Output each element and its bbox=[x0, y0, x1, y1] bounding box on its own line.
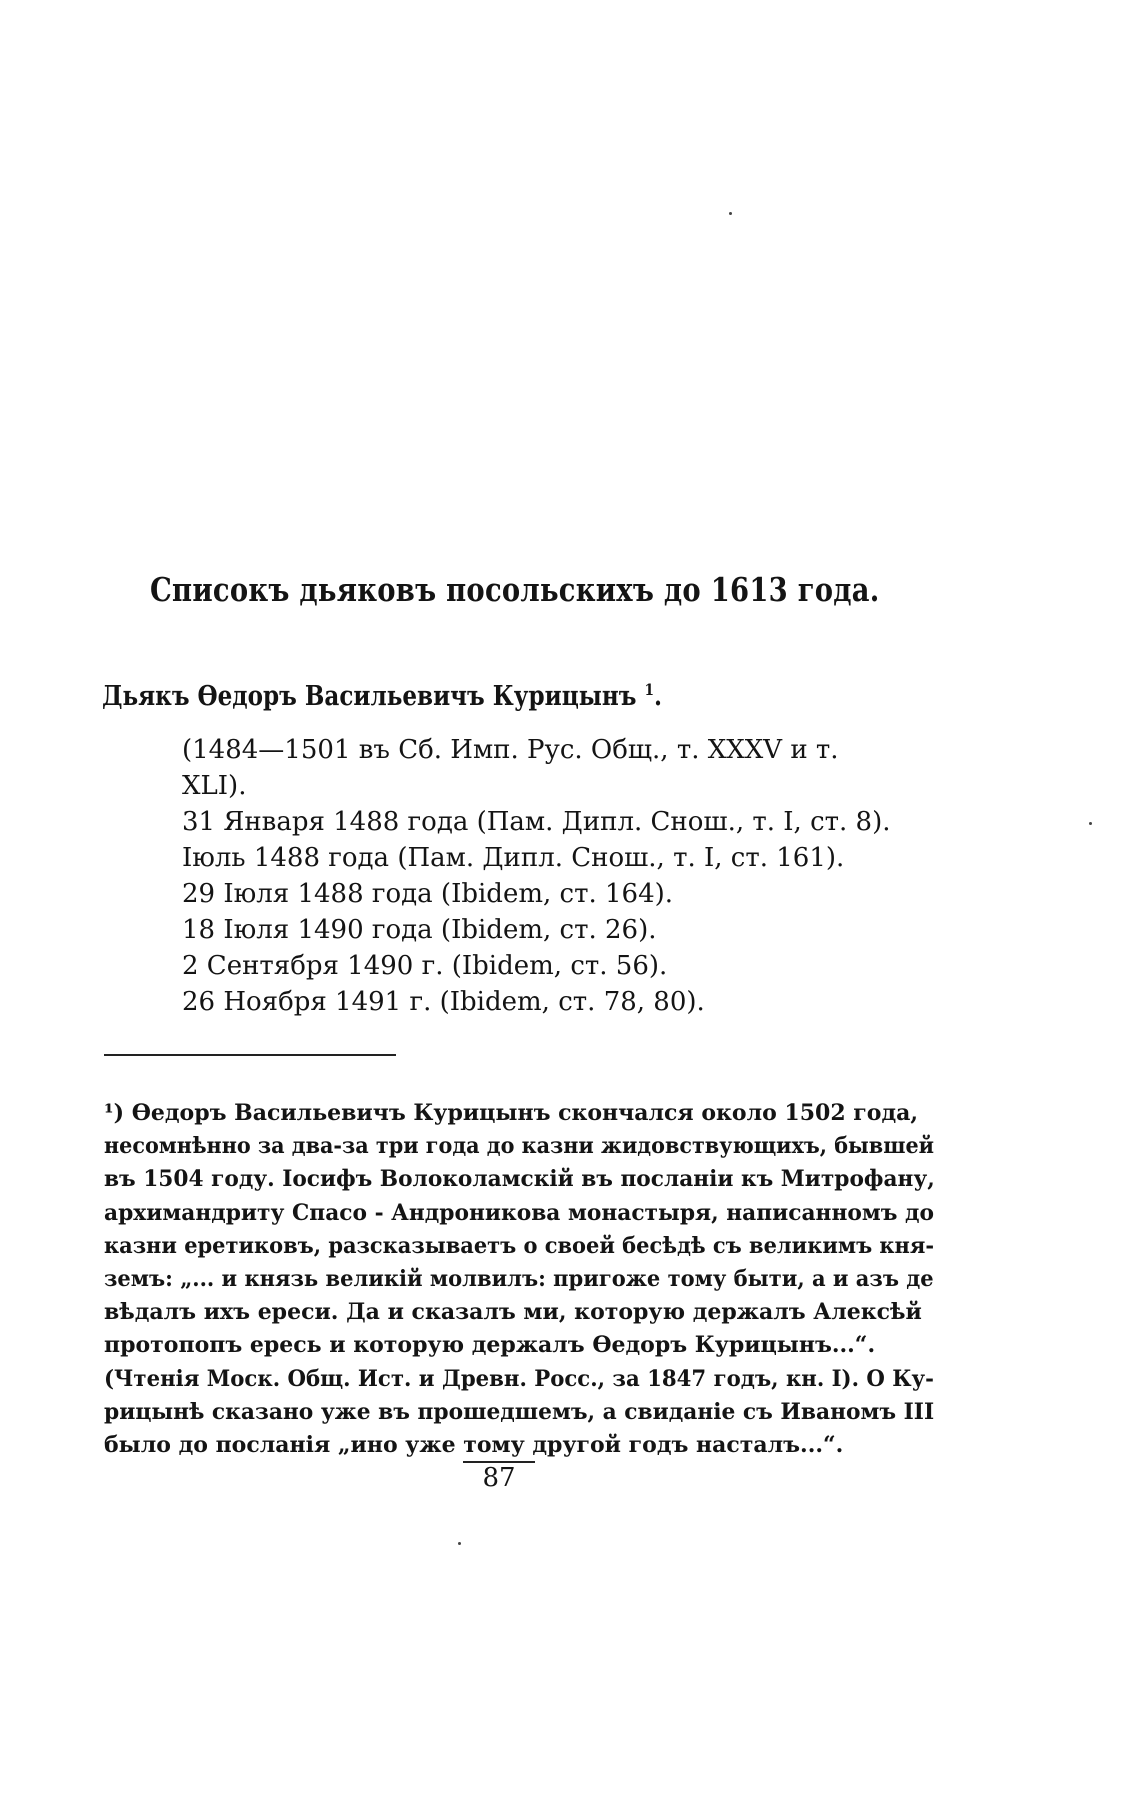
footnote-line: казни еретиковъ, разсказываетъ о своей бесѣдѣ съ великимъ кня- bbox=[104, 1232, 935, 1259]
list-item: Іюль 1488 года (Пам. Дипл. Снош., т. I, ст. 161). bbox=[182, 843, 845, 873]
list-item: 26 Ноября 1491 г. (Ibidem, ст. 78, 80). bbox=[182, 987, 705, 1017]
footnote-marker: 1 bbox=[644, 680, 654, 699]
list-item: (1484—1501 въ Сб. Имп. Рус. Общ., т. XXXV и т. XLI). bbox=[182, 735, 839, 801]
paper-speck bbox=[458, 1542, 461, 1545]
footnote-line: въ 1504 году. Іосифъ Волоколамскій въ посланіи къ Митрофану, bbox=[104, 1166, 935, 1193]
footnote-line: несомнѣнно за два-за три года до казни жидовствующихъ, бывшей bbox=[104, 1133, 935, 1160]
list-item: 18 Іюля 1490 года (Ibidem, ст. 26). bbox=[182, 915, 657, 945]
footnote-line: рицынѣ сказано уже въ прошедшемъ, а свиданіе съ Иваномъ III bbox=[104, 1398, 935, 1425]
footnote-line: вѣдалъ ихъ ереси. Да и сказалъ ми, которую держалъ Алексѣй bbox=[104, 1299, 922, 1326]
footnote bbox=[104, 1097, 934, 1462]
entry-list bbox=[182, 732, 902, 1020]
footnote-line: земъ: „... и князь великій молвилъ: пригоже тому быти, а и азъ де bbox=[104, 1266, 934, 1293]
footnote-divider bbox=[104, 1054, 396, 1056]
footnote-line: ¹) Өедоръ Васильевичъ Курицынъ скончался около 1502 года, bbox=[104, 1100, 919, 1126]
section-heading-text: Дьякъ Өедоръ Васильевичъ Курицынъ bbox=[102, 681, 637, 712]
paper-speck bbox=[729, 212, 732, 215]
list-item: 2 Сентября 1490 г. (Ibidem, ст. 56). bbox=[182, 951, 668, 981]
list-item: 29 Іюля 1488 года (Ibidem, ст. 164). bbox=[182, 879, 674, 909]
footnote-line: (Чтенія Моск. Общ. Ист. и Древн. Росс., за 1847 годъ, кн. I). О Ку- bbox=[104, 1365, 934, 1392]
footnote-line: было до посланія „ино уже тому другой годъ насталъ...“. bbox=[104, 1432, 844, 1459]
page-number: 87 bbox=[482, 1463, 516, 1493]
footnote-line: архимандриту Спасо - Андроникова монастыря, написанномъ до bbox=[104, 1199, 934, 1226]
footnote-line: протопопъ ересь и которую держалъ Өедоръ Курицынъ...“. bbox=[104, 1332, 876, 1359]
section-heading: Дьякъ Өедоръ Васильевичъ Курицынъ $^1$. bbox=[102, 680, 663, 712]
paper-speck bbox=[1089, 822, 1092, 825]
list-item: 31 Января 1488 года (Пам. Дипл. Снош., т. I, ст. 8). bbox=[182, 807, 891, 837]
page-title: Списокъ дьяковъ посольскихъ до 1613 года. bbox=[150, 570, 880, 609]
